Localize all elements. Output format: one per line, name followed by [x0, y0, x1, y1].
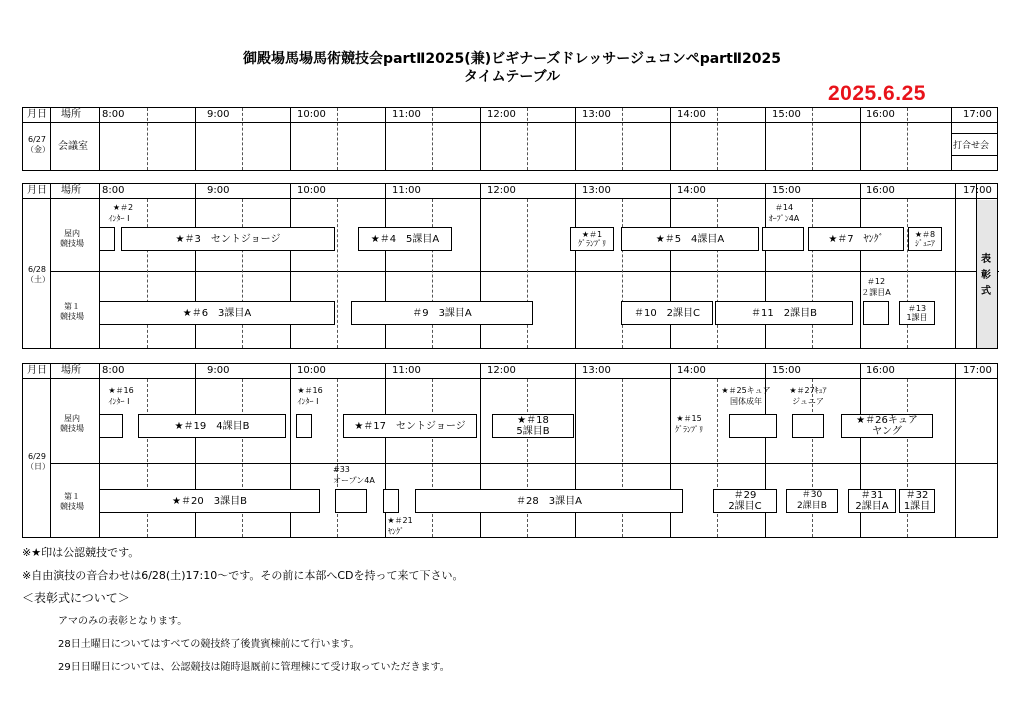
- time-1500: 15:00: [772, 109, 801, 120]
- event-30-slot: [786, 489, 838, 513]
- event-26-no: ★＃26キュア: [856, 415, 918, 426]
- day29-arena1-l1: 第１: [64, 492, 80, 501]
- event-32-name: 1課目: [903, 501, 931, 512]
- event-2-name: ｲﾝﾀｰ Ⅰ: [108, 214, 130, 223]
- header-day: 月日: [27, 185, 47, 196]
- time-1100: 11:00: [392, 365, 421, 376]
- day28-arena1-l2: 競技場: [60, 312, 84, 321]
- event-21-name: ﾔﾝｸﾞ: [388, 527, 404, 536]
- time-0800: 8:00: [102, 109, 125, 120]
- day27-place: 会議室: [58, 141, 88, 152]
- event-25-no: ★＃25キュア: [721, 386, 771, 395]
- event-25-slot: [729, 414, 777, 438]
- time-1300: 13:00: [582, 365, 611, 376]
- time-1500: 15:00: [772, 365, 801, 376]
- time-0800: 8:00: [102, 365, 125, 376]
- day29-weekday: （日）: [26, 462, 50, 471]
- day29-indoor-l2: 競技場: [60, 424, 84, 433]
- event-15-name: ｸﾞﾗﾝﾌﾟﾘ: [675, 425, 703, 434]
- time-1200: 12:00: [487, 109, 516, 120]
- event-33-slot: [335, 489, 367, 513]
- event-29-name: 2課目C: [728, 501, 762, 512]
- time-0900: 9:00: [207, 365, 230, 376]
- time-0900: 9:00: [207, 109, 230, 120]
- document-title: 御殿場馬場馬術競技会partⅡ2025(兼)ビギナーズドレッサージュコンペpartⅡ2025: [243, 51, 781, 67]
- event-16b-name: ｲﾝﾀｰ Ⅰ: [297, 397, 319, 406]
- event-16a-no: ★＃16: [108, 386, 134, 395]
- note-amateur-only: アマのみの表彰となります。: [58, 616, 188, 627]
- event-6-slot: ★＃6 3課目A: [99, 301, 335, 325]
- note-day29-ceremony: 29日日曜日については、公認競技は随時退厩前に管理棟にて受け取っていただきます。: [58, 662, 450, 673]
- event-8-slot: [908, 227, 942, 251]
- event-28-slot: ＃28 3課目A: [415, 489, 683, 513]
- event-16a-name: ｲﾝﾀｰ Ⅰ: [108, 397, 130, 406]
- event-18-slot: [492, 414, 574, 438]
- document-subtitle: タイムテーブル: [463, 69, 561, 85]
- event-25-name: 国体成年: [730, 397, 762, 406]
- meeting-label: 打合せ会: [953, 141, 990, 151]
- event-18-name: 5課目B: [516, 426, 550, 437]
- event-14-no: ＃14: [774, 203, 794, 212]
- time-1200: 12:00: [487, 365, 516, 376]
- ceremony-1: 表: [981, 254, 991, 265]
- event-14-name: ｵｰﾌﾟﾝ4A: [768, 214, 800, 223]
- event-33-no: #33: [333, 465, 350, 474]
- day28-date: 6/28: [28, 265, 46, 274]
- time-1500: 15:00: [772, 185, 801, 196]
- note-day28-ceremony: 28日土曜日についてはすべての競技終了後貴賓棟前にて行います。: [58, 639, 360, 650]
- event-1-no: ★＃1: [581, 230, 603, 239]
- event-1-name: ｸﾞﾗﾝﾌﾟﾘ: [578, 239, 606, 248]
- time-1700: 17:00: [963, 185, 992, 196]
- time-1200: 12:00: [487, 185, 516, 196]
- note-music-check: ※自由演技の音合わせは6/28(土)17:10～です。その前に本部へCDを持って来て下さい。: [22, 569, 464, 582]
- header-place: 場所: [61, 365, 81, 376]
- day28-indoor-l1: 屋内: [64, 229, 80, 238]
- ceremony-2: 彰: [981, 270, 991, 281]
- header-day: 月日: [27, 365, 47, 376]
- time-1000: 10:00: [297, 109, 326, 120]
- time-1100: 11:00: [392, 109, 421, 120]
- event-11-slot: ＃11 2課目B: [715, 301, 853, 325]
- time-1600: 16:00: [866, 109, 895, 120]
- header-place: 場所: [61, 185, 81, 196]
- time-1300: 13:00: [582, 109, 611, 120]
- time-1400: 14:00: [677, 185, 706, 196]
- event-21-slot: [383, 489, 399, 513]
- day28-indoor-l2: 競技場: [60, 239, 84, 248]
- event-15-no: ★＃15: [676, 414, 702, 423]
- event-29-no: ＃29: [733, 490, 757, 501]
- event-18-no: ★＃18: [517, 415, 549, 426]
- time-1700: 17:00: [963, 109, 992, 120]
- event-26-name: ヤング: [872, 426, 902, 437]
- event-31-slot: [848, 489, 896, 513]
- day29-date: 6/29: [28, 452, 46, 461]
- note-official: ※★印は公認競技です。: [22, 546, 140, 559]
- event-19-slot: ★＃19 4課目B: [138, 414, 286, 438]
- note-ceremony-heading: ＜表彰式について＞: [22, 591, 130, 605]
- event-4-slot: ★＃4 5課目A: [358, 227, 452, 251]
- event-27-name: ジュニア: [792, 397, 824, 406]
- day29-arena1-l2: 競技場: [60, 502, 84, 511]
- event-8-no: ★＃8: [914, 230, 936, 239]
- event-33-name: オープン4A: [333, 476, 375, 485]
- time-1600: 16:00: [866, 185, 895, 196]
- event-12-slot: [863, 301, 889, 325]
- event-12-name: ２課目A: [861, 288, 891, 297]
- event-31-no: ＃31: [860, 490, 884, 501]
- event-9-slot: ＃9 3課目A: [351, 301, 533, 325]
- time-1300: 13:00: [582, 185, 611, 196]
- event-13-slot: [899, 301, 935, 325]
- event-31-name: 2課目A: [855, 501, 889, 512]
- event-27-slot: [792, 414, 824, 438]
- event-30-no: ＃30: [801, 490, 823, 500]
- event-29-slot: [713, 489, 777, 513]
- time-1100: 11:00: [392, 185, 421, 196]
- event-13-no: ＃13: [907, 304, 927, 313]
- event-26-slot: [841, 414, 933, 438]
- day28-weekday: （土）: [26, 275, 50, 284]
- table-day27: [22, 107, 998, 171]
- time-0800: 8:00: [102, 185, 125, 196]
- event-2-slot: [99, 227, 115, 251]
- event-16b-no: ★＃16: [297, 386, 323, 395]
- day27-date: 6/27: [28, 135, 46, 144]
- event-14-slot: [762, 227, 804, 251]
- event-21-no: ★＃21: [387, 516, 413, 525]
- time-0900: 9:00: [207, 185, 230, 196]
- event-10-slot: ＃10 2課目C: [621, 301, 713, 325]
- ceremony-3: 式: [981, 286, 991, 297]
- event-16b-slot: [296, 414, 312, 438]
- header-place: 場所: [61, 109, 81, 120]
- event-13-name: 1課目: [906, 313, 928, 322]
- day27-weekday: （金）: [26, 145, 50, 154]
- time-1000: 10:00: [297, 365, 326, 376]
- time-1400: 14:00: [677, 365, 706, 376]
- time-1400: 14:00: [677, 109, 706, 120]
- event-27-no: ★＃27ｷｭｱ: [789, 386, 827, 395]
- event-2-no: ★＃2: [112, 203, 134, 212]
- time-1600: 16:00: [866, 365, 895, 376]
- event-7-slot: ★＃7 ﾔﾝｸﾞ: [808, 227, 904, 251]
- event-30-name: 2課目B: [797, 501, 827, 511]
- event-12-no: ＃12: [866, 277, 886, 286]
- event-17-slot: ★＃17 セントジョージ: [343, 414, 477, 438]
- event-1-slot: [570, 227, 614, 251]
- event-16a-slot: [99, 414, 123, 438]
- time-1700: 17:00: [963, 365, 992, 376]
- time-1000: 10:00: [297, 185, 326, 196]
- day29-indoor-l1: 屋内: [64, 414, 80, 423]
- event-32-slot: [899, 489, 935, 513]
- event-20-slot: ★＃20 3課目B: [99, 489, 320, 513]
- event-32-no: ＃32: [905, 490, 929, 501]
- revision-date: 2025.6.25: [828, 82, 926, 105]
- header-day: 月日: [27, 109, 47, 120]
- event-5-slot: ★＃5 4課目A: [621, 227, 759, 251]
- event-8-name: ｼﾞｭﾆｱ: [915, 239, 935, 248]
- event-3-slot: ★＃3 セントジョージ: [121, 227, 335, 251]
- day28-arena1-l1: 第１: [64, 302, 80, 311]
